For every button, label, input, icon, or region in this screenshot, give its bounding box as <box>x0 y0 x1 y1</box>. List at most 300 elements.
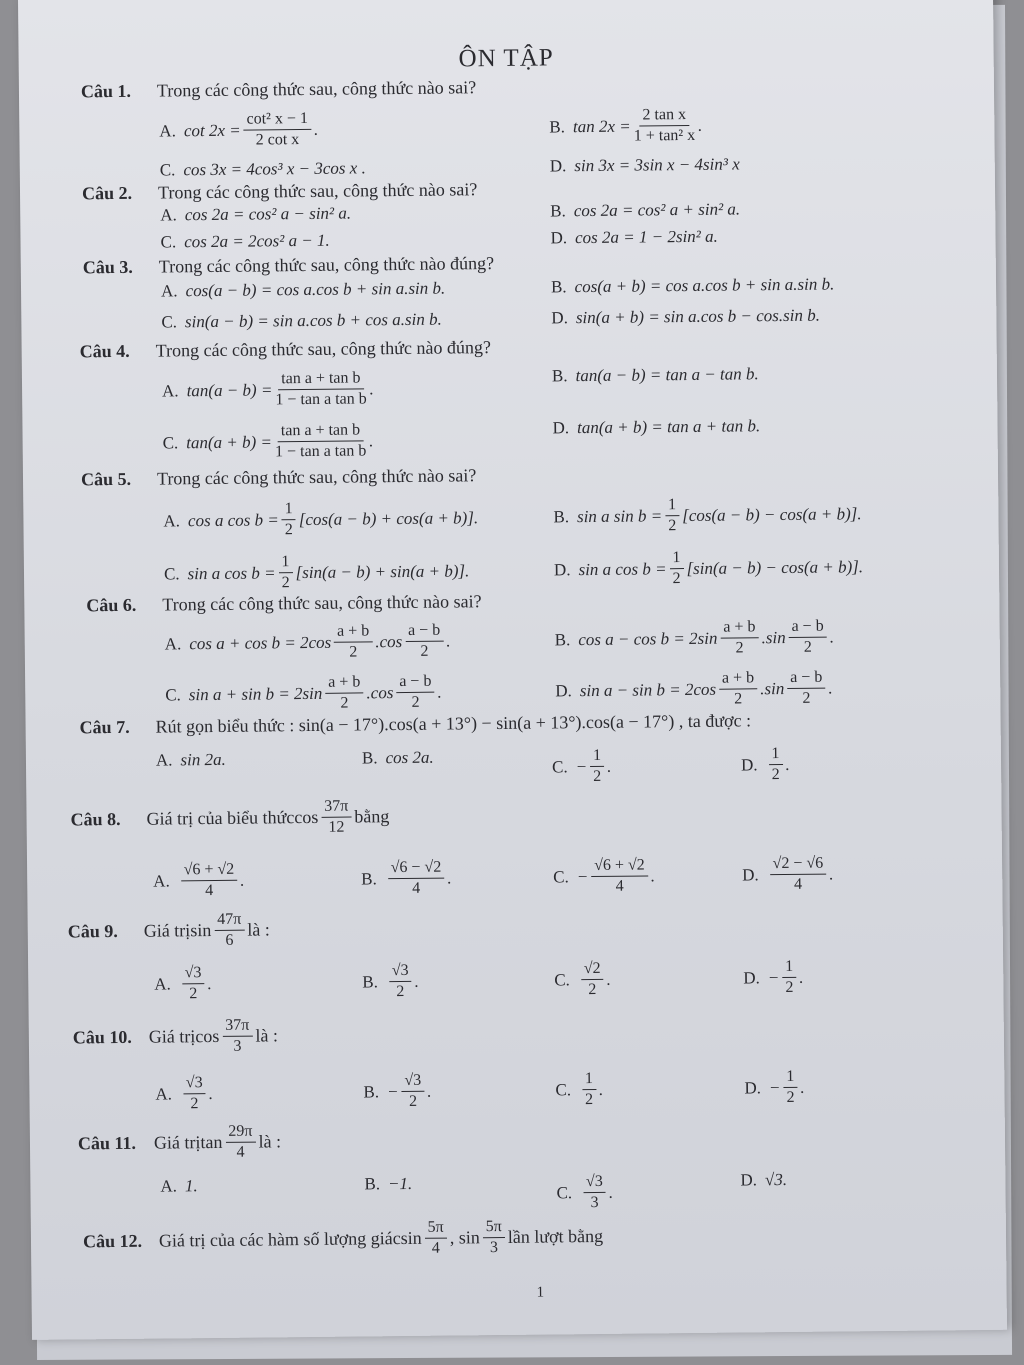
option-b <box>364 1174 412 1194</box>
option-suffix: [sin(a − b) − cos(a + b)]. <box>686 556 864 578</box>
option-prefix: sin a + sin b = 2sin <box>188 683 323 704</box>
question-text: Trong các công thức sau, công thức nào sai? <box>156 465 477 489</box>
denominator: 6 <box>225 931 234 949</box>
option-letter: D. <box>744 1077 762 1097</box>
option-letter: B. <box>362 971 378 991</box>
numerator: 5π <box>424 1218 446 1239</box>
option-a <box>165 621 451 665</box>
question-10 <box>73 1015 278 1058</box>
fraction <box>183 1073 206 1114</box>
numerator: √3 <box>401 1071 424 1092</box>
option-letter: A. <box>154 973 171 994</box>
numerator: a − b <box>396 672 434 693</box>
option-b <box>555 616 835 660</box>
option-letter: D. <box>550 228 568 248</box>
option-a <box>161 279 445 302</box>
fraction <box>181 860 238 902</box>
option-letter: B. <box>554 629 571 649</box>
option-letter: B. <box>363 1081 380 1101</box>
fraction <box>665 495 679 536</box>
option-d <box>554 546 863 590</box>
numerator: √2 <box>581 959 604 980</box>
denominator: 2 <box>786 1088 795 1107</box>
option-prefix: cos a + cos b = 2cos <box>189 632 332 653</box>
question-text: Trong các công thức sau, công thức nào đúng? <box>155 337 492 361</box>
option-d <box>552 416 760 438</box>
fraction <box>782 957 796 998</box>
option-letter: D. <box>740 754 758 774</box>
numerator: 37π <box>321 797 351 818</box>
numerator: 1 <box>278 552 292 573</box>
page-title: ÔN TẬP <box>458 44 554 73</box>
option-letter: A. <box>163 510 181 531</box>
option-expression: tan(a − b) = tan a − tan b. <box>575 364 759 386</box>
numerator: √2 − √6 <box>770 854 827 876</box>
option-a <box>162 368 374 411</box>
numerator: cot² x − 1 <box>243 109 311 131</box>
fraction <box>278 552 292 593</box>
numerator: 1 <box>282 499 296 520</box>
option-prefix: − <box>575 756 588 776</box>
denominator: 12 <box>328 818 345 836</box>
option-a <box>154 963 212 1005</box>
denominator: 2 <box>735 639 744 657</box>
question-text: Trong các công thức sau, công thức nào sai? <box>162 591 482 615</box>
denominator: 2 <box>284 521 293 539</box>
question-func: cos <box>294 806 319 828</box>
option-mid: .cos <box>366 682 394 702</box>
option-letter: D. <box>552 418 570 438</box>
option-c <box>552 746 612 788</box>
denominator: 1 − tan a tan b <box>275 390 367 409</box>
option-b <box>363 1071 432 1113</box>
fraction <box>401 1071 424 1112</box>
denominator: 2 <box>340 694 349 712</box>
option-letter: C. <box>555 1079 572 1099</box>
denominator: 4 <box>412 879 421 897</box>
page-number: 1 <box>536 1284 545 1301</box>
question-label: Câu 10. <box>72 1026 132 1048</box>
numerator: 1 <box>665 495 679 516</box>
fraction <box>788 617 827 658</box>
fraction <box>719 668 758 709</box>
numerator: a + b <box>719 668 757 689</box>
option-letter: D. <box>551 308 568 328</box>
denominator: 2 <box>420 642 429 660</box>
option-letter: B. <box>549 116 566 136</box>
option-expression: cos 2a = cos² a + sin² a. <box>573 199 741 221</box>
denominator: 2 <box>396 983 405 1001</box>
numerator: a − b <box>405 621 443 642</box>
question-func: sin <box>190 920 212 941</box>
denominator: 2 <box>190 1095 199 1113</box>
option-c <box>161 310 442 333</box>
question-label: Câu 9. <box>67 921 118 942</box>
question-mid: , sin <box>449 1227 480 1248</box>
question-func: tan <box>200 1131 223 1153</box>
option-letter: A. <box>160 1176 178 1196</box>
option-c <box>160 231 329 253</box>
option-letter: A. <box>155 1083 173 1104</box>
question-2 <box>82 179 477 204</box>
question-label: Câu 7. <box>79 716 130 738</box>
denominator: 2 <box>411 693 420 711</box>
option-b <box>362 961 419 1003</box>
denominator: 4 <box>615 877 624 895</box>
option-a <box>163 497 478 541</box>
denominator: 2 <box>803 638 812 656</box>
numerator: 47π <box>214 910 244 931</box>
option-suffix: . <box>607 756 612 776</box>
option-letter: B. <box>364 1174 381 1194</box>
option-suffix: . <box>598 1079 604 1099</box>
option-letter: C. <box>162 432 179 453</box>
fraction <box>225 1122 256 1163</box>
denominator: 4 <box>794 875 803 893</box>
denominator: 2 <box>771 766 780 784</box>
option-letter: C. <box>553 866 569 886</box>
option-letter: C. <box>159 160 176 180</box>
option-letter: D. <box>555 680 572 700</box>
question-text: Rút gọn biểu thức : sin(a − 17°).cos(a + 13°) − sin(a + 13°).cos(a − 17°) , ta được : <box>155 710 752 737</box>
question-label: Câu 1. <box>80 80 132 102</box>
option-mid: .sin <box>760 678 785 698</box>
question-post: lần lượt bằng <box>507 1225 604 1247</box>
option-letter: D. <box>553 559 571 579</box>
fraction <box>275 420 367 462</box>
option-prefix: tan(a + b) = <box>186 431 273 452</box>
fraction <box>275 368 367 410</box>
option-suffix: . <box>608 1182 614 1202</box>
option-expression: cos 2a = cos² a − sin² a. <box>184 203 352 225</box>
worksheet-page <box>18 0 1007 1340</box>
option-letter: A. <box>160 281 178 301</box>
option-d <box>550 154 740 176</box>
question-text: Giá trị <box>153 1132 201 1153</box>
question-label: Câu 8. <box>70 808 121 830</box>
fraction <box>214 910 245 951</box>
denominator: 2 <box>585 1091 594 1109</box>
option-suffix: . <box>427 1081 432 1101</box>
numerator: a + b <box>325 672 363 693</box>
numerator: √3 <box>389 961 412 982</box>
option-suffix: . <box>799 967 804 987</box>
question-label: Câu 2. <box>81 182 133 204</box>
option-suffix: . <box>313 119 319 139</box>
option-c <box>556 1172 613 1214</box>
question-post: là : <box>255 1025 279 1046</box>
fraction <box>424 1218 447 1259</box>
option-suffix: . <box>240 870 245 890</box>
option-b <box>361 858 452 900</box>
denominator: 2 <box>588 980 597 999</box>
option-c <box>165 672 442 716</box>
option-d <box>740 1170 787 1190</box>
question-func: cos <box>195 1025 220 1047</box>
option-suffix: . <box>800 1077 805 1097</box>
option-d <box>550 227 718 249</box>
question-text: Trong các công thức sau, công thức nào sai? <box>157 179 478 203</box>
option-expression: cos 2a = 1 − 2sin² a. <box>574 226 718 248</box>
option-letter: C. <box>554 969 570 989</box>
option-a <box>159 109 318 152</box>
option-prefix: tan 2x = <box>572 116 631 136</box>
option-suffix: . <box>447 868 452 888</box>
numerator: a + b <box>720 617 758 638</box>
option-suffix: . <box>414 971 420 991</box>
option-suffix: . <box>828 678 833 698</box>
option-letter: C. <box>161 312 178 332</box>
numerator: 1 <box>590 746 604 767</box>
question-label: Câu 4. <box>79 340 130 362</box>
fraction <box>222 1016 253 1057</box>
option-letter: C. <box>160 232 177 252</box>
option-expression: cos(a + b) = cos a.cos b + sin a.sin b. <box>574 274 835 297</box>
numerator: √3 <box>583 1172 606 1193</box>
numerator: √6 + √2 <box>591 855 648 877</box>
question-text: Giá trị <box>148 1026 196 1047</box>
denominator: 2 <box>785 978 794 997</box>
option-mid: .sin <box>761 627 786 647</box>
numerator: tan a + tan b <box>278 368 363 390</box>
fraction <box>483 1217 506 1258</box>
option-expression: 1. <box>184 1176 198 1196</box>
denominator: 1 − tan a tan b <box>275 442 367 461</box>
denominator: 1 + tan² x <box>633 126 696 145</box>
option-letter: B. <box>551 366 568 386</box>
question-label: Câu 3. <box>82 256 133 278</box>
question-label: Câu 6. <box>86 594 137 616</box>
question-text: Trong các công thức sau, công thức nào sai? <box>156 77 477 101</box>
option-letter: B. <box>361 868 377 888</box>
denominator: 2 <box>734 690 743 708</box>
fraction <box>321 797 352 838</box>
question-label: Câu 5. <box>80 468 132 490</box>
option-c <box>164 550 470 594</box>
question-text: Giá trị của các hàm số lượng giác <box>158 1228 401 1251</box>
question-post: là : <box>247 919 270 940</box>
option-prefix: − <box>767 967 780 987</box>
option-a <box>160 1176 197 1196</box>
numerator: 1 <box>782 957 796 978</box>
denominator: 2 <box>408 1092 418 1110</box>
option-suffix: . <box>650 865 656 885</box>
option-d <box>744 1067 805 1109</box>
denominator: 2 <box>593 767 602 786</box>
option-d <box>743 957 804 999</box>
option-suffix: [cos(a − b) + cos(a + b)]. <box>298 507 479 529</box>
denominator: 4 <box>431 1239 440 1257</box>
option-a <box>160 204 351 226</box>
option-suffix: [sin(a − b) + sin(a + b)]. <box>295 560 470 582</box>
option-suffix: . <box>829 626 835 647</box>
question-4 <box>80 337 491 362</box>
numerator: 1 <box>582 1069 596 1090</box>
option-expression: cos 3x = 4cos³ x − 3cos x . <box>183 158 366 180</box>
fraction <box>582 1069 596 1110</box>
denominator: 2 <box>668 517 677 535</box>
denominator: 3 <box>233 1037 242 1055</box>
option-suffix: . <box>369 378 374 398</box>
option-letter: A. <box>159 120 177 141</box>
option-letter: A. <box>164 633 182 653</box>
option-letter: A. <box>161 380 179 401</box>
option-d <box>555 668 833 712</box>
question-post: bằng <box>354 806 390 827</box>
fraction <box>388 858 445 900</box>
option-b <box>362 748 434 769</box>
option-c <box>162 420 373 463</box>
denominator: 3 <box>590 1193 599 1212</box>
fraction <box>783 1067 797 1108</box>
option-prefix: − <box>576 866 589 886</box>
question-3 <box>83 253 494 278</box>
option-letter: D. <box>742 864 759 884</box>
option-letter: A. <box>153 870 170 891</box>
option-b <box>552 364 759 386</box>
denominator: 2 <box>672 570 681 588</box>
option-letter: A. <box>155 750 173 770</box>
numerator: 37π <box>222 1016 252 1037</box>
fraction <box>581 959 604 1000</box>
option-letter: C. <box>165 684 181 704</box>
denominator: 4 <box>205 882 214 900</box>
option-prefix: sin a sin b = <box>576 505 663 526</box>
option-letter: C. <box>163 563 180 584</box>
option-letter: C. <box>556 1182 573 1202</box>
option-c <box>553 855 655 897</box>
denominator: 2 <box>802 689 811 707</box>
denominator: 2 <box>349 643 358 661</box>
question-func: sin <box>400 1227 422 1249</box>
option-letter: B. <box>361 748 378 768</box>
fraction <box>787 668 826 709</box>
option-suffix: . <box>437 682 442 702</box>
question-label: Câu 12. <box>82 1230 143 1252</box>
option-prefix: cos a − cos b = 2sin <box>578 628 718 649</box>
fraction <box>583 1172 606 1213</box>
numerator: 29π <box>225 1122 255 1143</box>
question-6 <box>86 591 481 616</box>
numerator: √6 − √2 <box>388 858 445 880</box>
option-expression: cos(a − b) = cos a.cos b + sin a.sin b. <box>185 278 446 301</box>
option-letter: C. <box>551 756 568 776</box>
fraction <box>389 961 412 1002</box>
option-letter: A. <box>160 205 177 225</box>
option-letter: D. <box>740 1170 758 1190</box>
numerator: √3 <box>182 963 205 984</box>
option-c <box>160 158 366 180</box>
option-a <box>155 1073 213 1115</box>
option-suffix: . <box>829 864 834 884</box>
option-prefix: cot 2x = <box>183 120 241 140</box>
option-prefix: cos a cos b = <box>187 509 279 530</box>
numerator: a + b <box>334 621 372 642</box>
option-prefix: sin a cos b = <box>578 558 667 579</box>
option-letter: D. <box>743 967 760 987</box>
denominator: 4 <box>236 1143 245 1161</box>
numerator: 1 <box>783 1067 797 1088</box>
option-expression: sin(a − b) = sin a.cos b + cos a.sin b. <box>184 309 442 332</box>
option-suffix: . <box>208 1083 214 1103</box>
option-letter: D. <box>549 156 567 176</box>
option-letter: B. <box>550 277 567 297</box>
option-suffix: [cos(a − b) − cos(a + b)]. <box>682 503 862 525</box>
option-expression: sin 3x = 3sin x − 4sin³ x <box>574 154 740 176</box>
question-12 <box>83 1216 604 1262</box>
option-prefix: sin a cos b = <box>187 562 276 583</box>
question-1 <box>81 77 476 102</box>
option-d <box>742 854 834 896</box>
fraction <box>182 963 205 1004</box>
option-suffix: . <box>606 969 612 989</box>
option-b <box>549 105 702 148</box>
option-prefix: sin a − sin b = 2cos <box>579 679 717 700</box>
option-expression: sin 2a. <box>180 749 226 770</box>
fraction <box>282 499 296 540</box>
option-prefix: tan(a − b) = <box>186 379 273 400</box>
numerator: tan a + tan b <box>278 420 363 442</box>
option-prefix: − <box>386 1081 399 1101</box>
fraction <box>669 548 683 589</box>
option-expression: cos 2a. <box>385 747 434 768</box>
numerator: 2 tan x <box>639 105 689 127</box>
question-post: là : <box>258 1131 282 1152</box>
option-a <box>156 750 226 771</box>
option-d <box>741 744 790 786</box>
option-c <box>554 959 611 1001</box>
question-text: Giá trị <box>143 920 191 941</box>
option-b <box>551 274 834 297</box>
option-b <box>550 199 740 221</box>
denominator: 2 <box>189 985 198 1003</box>
fraction <box>243 109 311 151</box>
fraction <box>590 746 604 787</box>
option-d <box>551 306 820 329</box>
fraction <box>633 105 695 147</box>
numerator: 5π <box>483 1217 505 1238</box>
option-suffix: . <box>446 631 451 651</box>
question-8 <box>70 796 389 840</box>
option-expression: −1. <box>387 1173 413 1194</box>
numerator: a − b <box>788 617 826 638</box>
fraction <box>768 744 782 785</box>
option-suffix: . <box>785 754 790 774</box>
numerator: √6 + √2 <box>181 860 238 882</box>
fraction <box>325 672 364 713</box>
fraction <box>591 855 648 897</box>
numerator: a − b <box>787 668 825 689</box>
option-letter: B. <box>550 201 566 221</box>
numerator: 1 <box>768 744 782 765</box>
fraction <box>396 672 435 713</box>
option-expression: cos 2a = 2cos² a − 1. <box>184 230 330 252</box>
question-9 <box>68 909 271 952</box>
fraction <box>720 617 759 658</box>
option-b <box>553 493 862 537</box>
option-letter: B. <box>553 506 570 526</box>
option-suffix: . <box>369 430 374 450</box>
denominator: 3 <box>489 1239 499 1257</box>
fraction <box>334 621 373 662</box>
option-expression: sin(a + b) = sin a.cos b − cos.sin b. <box>575 305 821 328</box>
option-expression: tan(a + b) = tan a + tan b. <box>576 416 761 438</box>
option-mid: .cos <box>375 631 403 651</box>
question-text: Giá trị của biểu thức <box>146 807 295 829</box>
option-expression: √3. <box>764 1170 788 1190</box>
option-a <box>153 860 245 902</box>
numerator: √3 <box>183 1073 206 1094</box>
